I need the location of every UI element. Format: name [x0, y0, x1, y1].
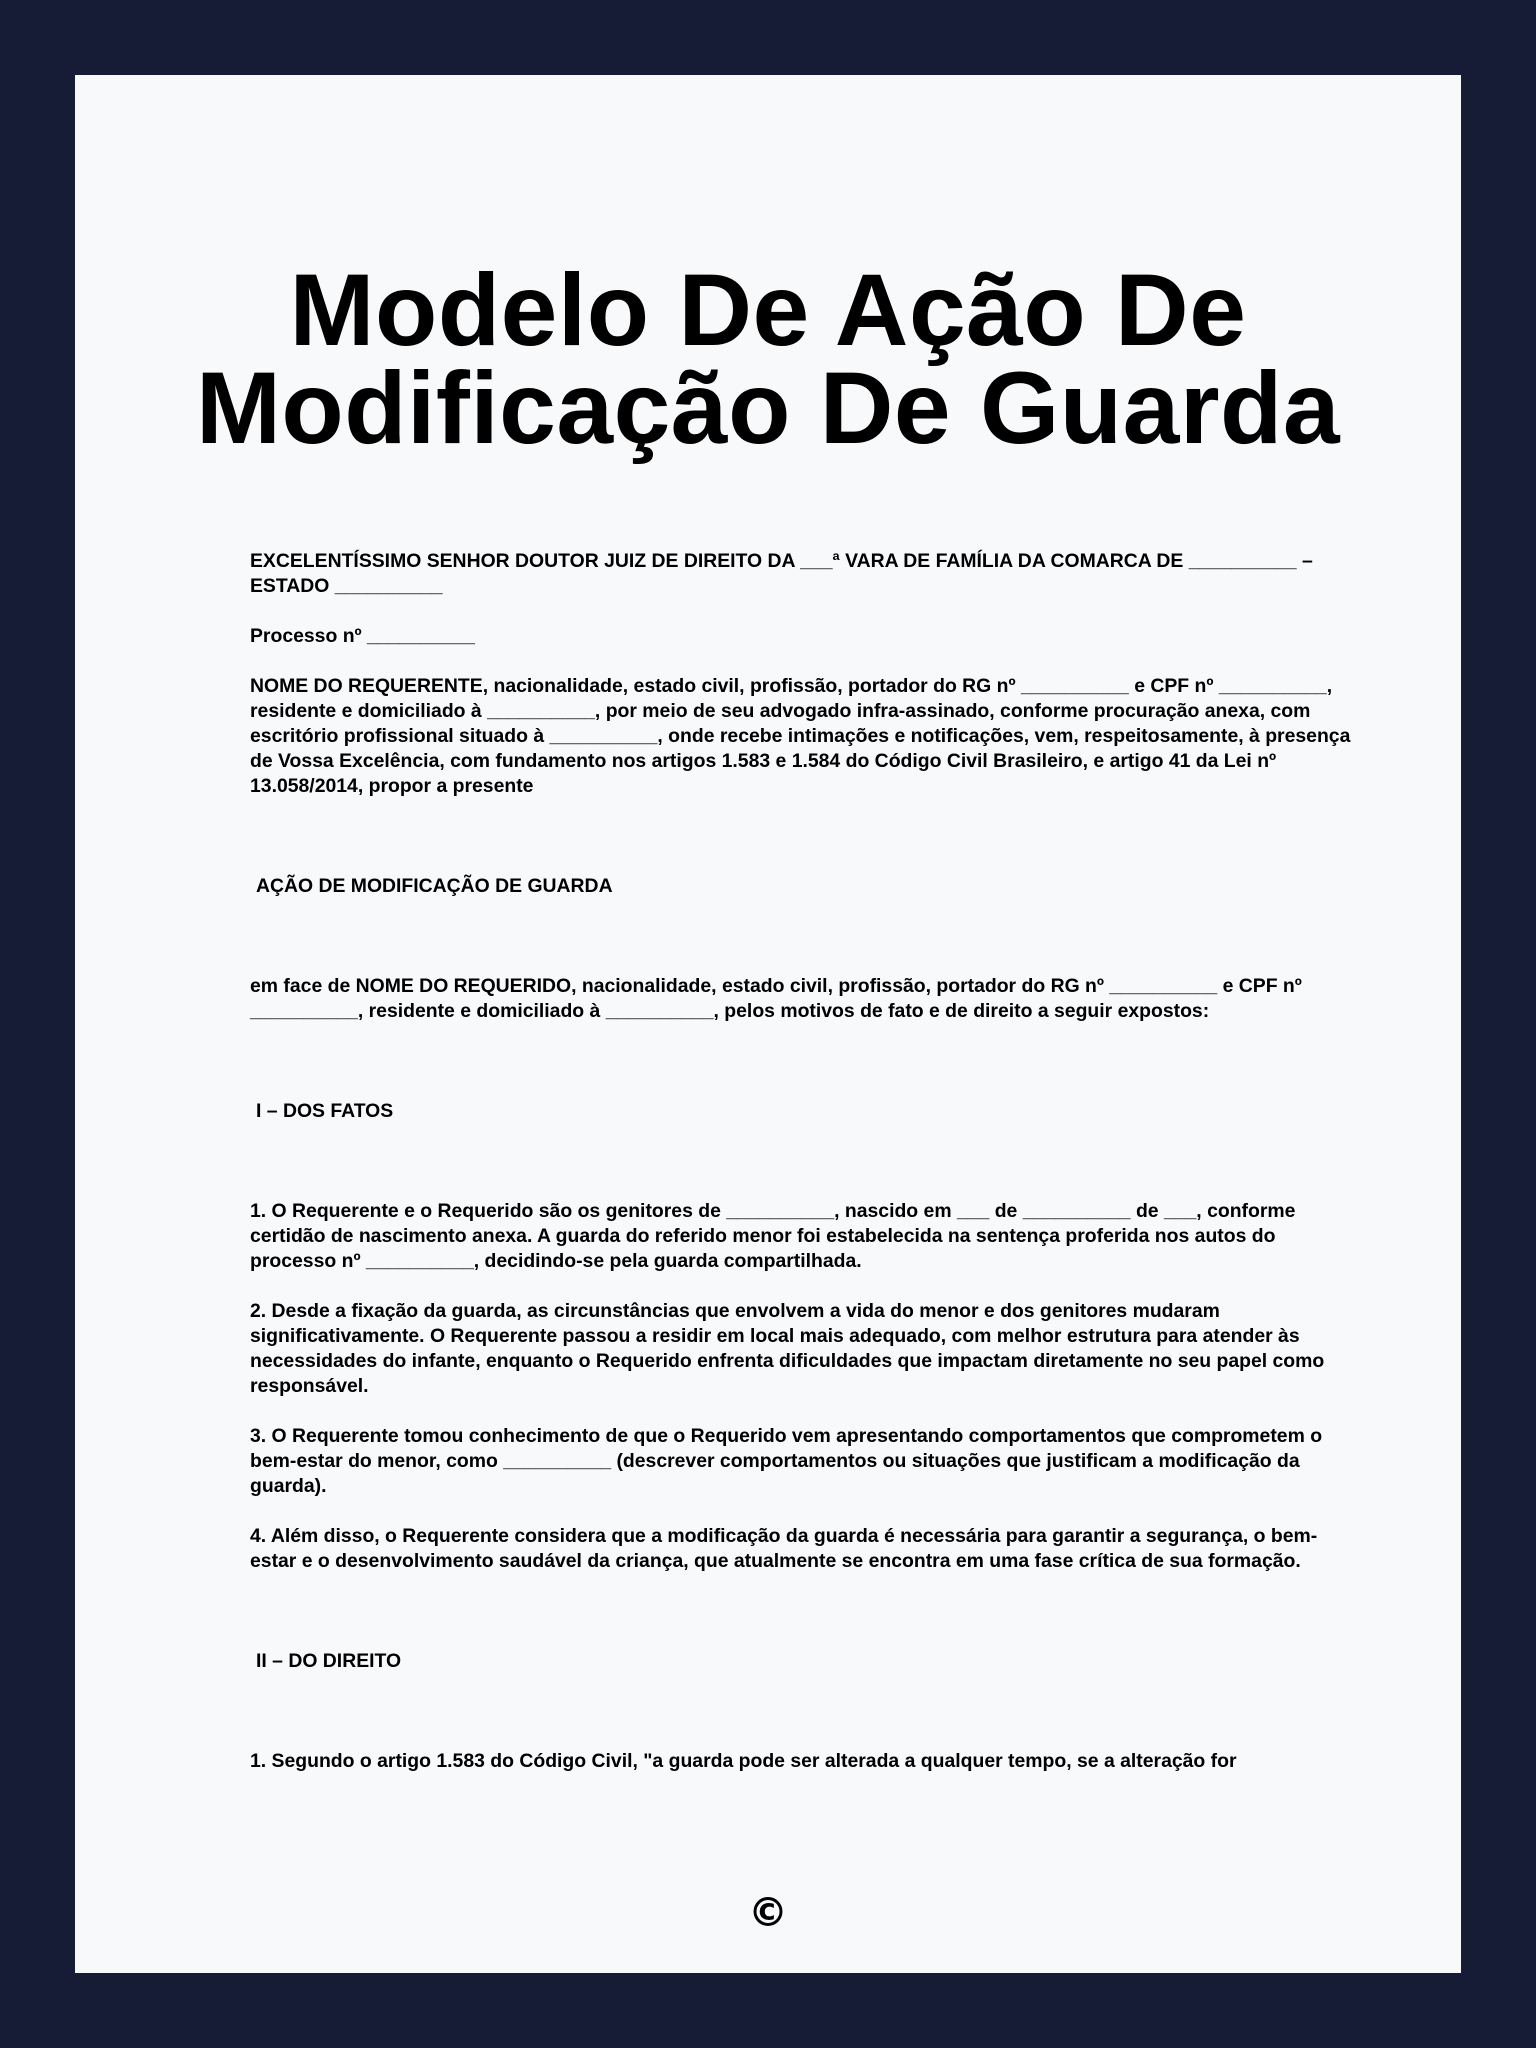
action-heading: AÇÃO DE MODIFICAÇÃO DE GUARDA: [256, 875, 613, 897]
facts-heading: I – DOS FATOS: [256, 1100, 394, 1122]
fact-item-2: 2. Desde a fixação da guarda, as circunstâncias que envolvem a vida do menor e dos genitores mudaram significativamente. O Requerente passou a residir em local mais adequado, com melhor estrutura para atender às necessidades do infante, enquanto o Requerido enfrenta dificuldades que impactam diretamente no seu papel como responsável.: [250, 1300, 1325, 1397]
addressee-paragraph: EXCELENTÍSSIMO SENHOR DOUTOR JUIZ DE DIREITO DA ___ª VARA DE FAMÍLIA DA COMARCA DE __________ – ESTADO __________: [250, 550, 1313, 597]
law-heading: II – DO DIREITO: [256, 1650, 402, 1672]
fact-item-1: 1. O Requerente e o Requerido são os genitores de __________, nascido em ___ de __________ de ___, conforme certidão de nascimento anexa. A guarda do referido menor foi estabelecida na sentença proferida nos autos do processo nº __________, decidindo-se pela guarda compartilhada.: [250, 1200, 1296, 1272]
fact-item-4: 4. Além disso, o Requerente considera que a modificação da guarda é necessária para garantir a segurança, o bem-estar e o desenvolvimento saudável da criança, que atualmente se encontra em uma fase crítica de sua formação.: [250, 1525, 1318, 1572]
law-item-1: 1. Segundo o artigo 1.583 do Código Civil, "a guarda pode ser alterada a qualquer tempo, se a alteração for: [250, 1750, 1237, 1772]
fact-item-3: 3. O Requerente tomou conhecimento de que o Requerido vem apresentando comportamentos que comprometem o bem-estar do menor, como __________ (descrever comportamentos ou situações que justificam a modificação da guarda).: [250, 1425, 1323, 1497]
document-title-line-1: Modelo De Ação De: [289, 253, 1247, 367]
process-number-paragraph: Processo nº __________: [250, 625, 475, 647]
plaintiff-qualification-paragraph: NOME DO REQUERENTE, nacionalidade, estado civil, profissão, portador do RG nº __________ e CPF nº __________, residente e domiciliado à __________, por meio de seu advogado infra-assinado, conforme procuração anexa, com escritório profissional situado à __________, onde recebe intimações e notificações, vem, respeitosamente, à presença de Vossa Excelência, com fundamento nos artigos 1.583 e 1.584 do Código Civil Brasileiro, e artigo 41 da Lei nº 13.058/2014, propor a presente: [250, 675, 1351, 797]
document-body: [250, 549, 1360, 1799]
document-title-line-2: Modificação De Guarda: [195, 351, 1341, 465]
defendant-qualification-paragraph: em face de NOME DO REQUERIDO, nacionalidade, estado civil, profissão, portador do RG nº __________ e CPF nº __________, residente e domiciliado à __________, pelos motivos de fato e de direito a seguir expostos:: [250, 975, 1302, 1022]
copyright-icon: ©: [748, 1890, 788, 1936]
document-page: [75, 75, 1461, 1973]
